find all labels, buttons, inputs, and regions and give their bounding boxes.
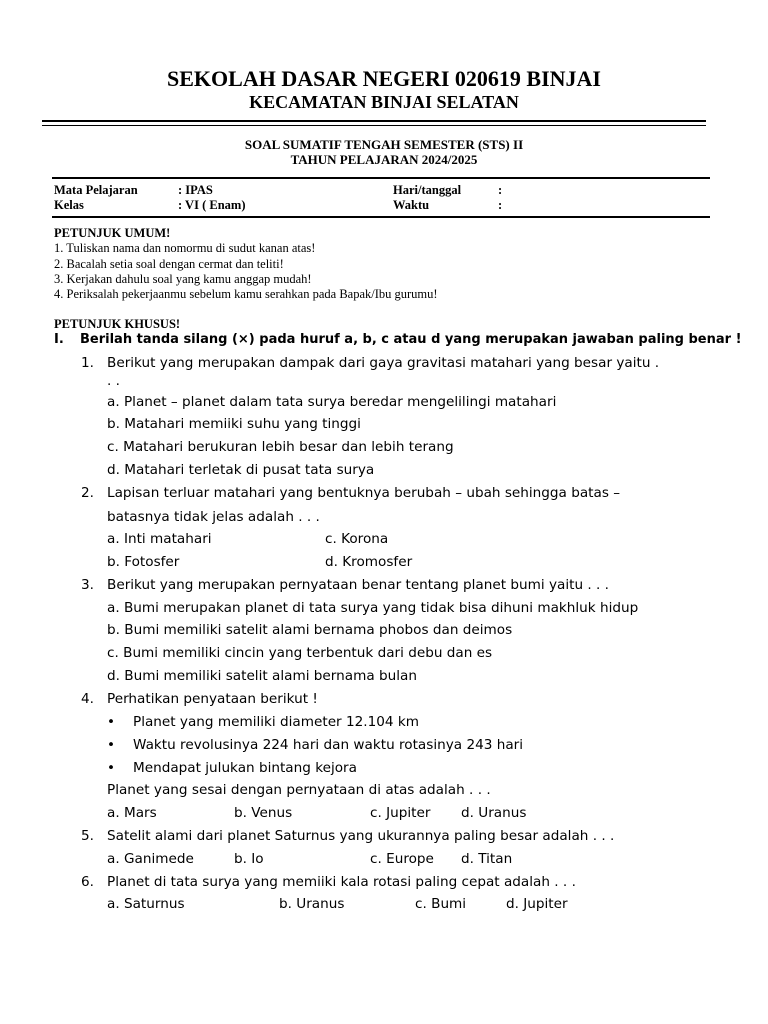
question-number: 4. — [81, 691, 94, 707]
info-rule-bottom — [52, 216, 710, 218]
question-number: 2. — [81, 485, 94, 501]
answer-option[interactable]: b. Bumi memiliki satelit alami bernama phobos dan deimos — [107, 622, 513, 638]
header-rule-thick — [42, 120, 706, 122]
question-text: Berikut yang merupakan pernyataan benar tentang planet bumi yaitu . . . — [107, 577, 609, 593]
question-text-continued: Planet yang sesai dengan pernyataan di atas adalah . . . — [107, 782, 491, 798]
answer-option[interactable]: c. Bumi — [415, 896, 467, 912]
question-number: 6. — [81, 874, 94, 890]
answer-option[interactable]: a. Saturnus — [107, 896, 185, 912]
answer-option[interactable]: b. Fotosfer — [107, 554, 180, 570]
question-text: Satelit alami dari planet Saturnus yang ukurannya paling besar adalah . . . — [107, 828, 615, 844]
info-rule-top — [52, 177, 710, 179]
answer-option[interactable]: c. Matahari berukuran lebih besar dan lebih terang — [107, 439, 454, 455]
question-number: 3. — [81, 577, 94, 593]
exam-title: SOAL SUMATIF TENGAH SEMESTER (STS) II — [244, 137, 524, 152]
section-number: I. — [54, 332, 64, 347]
answer-option[interactable]: d. Bumi memiliki satelit alami bernama bulan — [107, 668, 417, 684]
answer-option[interactable]: d. Kromosfer — [325, 554, 413, 570]
answer-option[interactable]: a. Bumi merupakan planet di tata surya yang tidak bisa dihuni makhluk hidup — [107, 600, 639, 616]
bullet-icon: • — [107, 737, 116, 753]
statement-item: Waktu revolusinya 224 hari dan waktu rotasinya 243 hari — [133, 737, 524, 753]
district-name: KECAMATAN BINJAI SELATAN — [249, 92, 519, 112]
question-text: Planet di tata surya yang memiiki kala rotasi paling cepat adalah . . . — [107, 874, 576, 890]
section-instruction: Berilah tanda silang (×) pada huruf a, b, c atau d yang merupakan jawaban paling benar ! — [80, 332, 742, 347]
special-title: PETUNJUK KHUSUS! — [54, 317, 181, 331]
answer-option[interactable]: b. Matahari memiiki suhu yang tinggi — [107, 416, 361, 432]
answer-option[interactable]: a. Inti matahari — [107, 531, 212, 547]
statement-item: Mendapat julukan bintang kejora — [133, 760, 357, 776]
answer-option[interactable]: c. Bumi memiliki cincin yang terbentuk dari debu dan es — [107, 645, 493, 661]
question-text: Berikut yang merupakan dampak dari gaya gravitasi matahari yang besar yaitu . — [107, 355, 660, 371]
day-label: Hari/tanggal — [393, 183, 462, 197]
answer-option[interactable]: a. Ganimede — [107, 851, 194, 867]
subject-label: Mata Pelajaran — [54, 183, 138, 197]
bullet-icon: • — [107, 714, 116, 730]
class-value: : VI ( Enam) — [178, 198, 246, 212]
time-value: : — [498, 198, 503, 212]
answer-option[interactable]: d. Matahari terletak di pusat tata surya — [107, 462, 375, 478]
question-text: Perhatikan penyataan berikut ! — [107, 691, 318, 707]
answer-option[interactable]: c. Jupiter — [370, 805, 431, 821]
general-item: 1. Tuliskan nama dan nomormu di sudut kanan atas! — [54, 241, 316, 255]
answer-option[interactable]: a. Mars — [107, 805, 157, 821]
statement-item: Planet yang memiliki diameter 12.104 km — [133, 714, 419, 730]
bullet-icon: • — [107, 760, 116, 776]
general-title: PETUNJUK UMUM! — [54, 226, 171, 240]
answer-option[interactable]: c. Europe — [370, 851, 434, 867]
time-label: Waktu — [393, 198, 430, 212]
question-number: 5. — [81, 828, 94, 844]
general-item: 2. Bacalah setia soal dengan cermat dan teliti! — [54, 257, 284, 271]
question-text-continued: . . — [107, 373, 120, 389]
general-item: 3. Kerjakan dahulu soal yang kamu anggap mudah! — [54, 272, 312, 286]
answer-option[interactable]: c. Korona — [325, 531, 389, 547]
day-value: : — [498, 183, 503, 197]
question-text-continued: batasnya tidak jelas adalah . . . — [107, 509, 320, 525]
answer-option[interactable]: b. Io — [234, 851, 264, 867]
class-label: Kelas — [54, 198, 84, 212]
school-year: TAHUN PELAJARAN 2024/2025 — [290, 152, 478, 167]
answer-option[interactable]: d. Uranus — [461, 805, 527, 821]
answer-option[interactable]: b. Uranus — [279, 896, 345, 912]
answer-option[interactable]: b. Venus — [234, 805, 293, 821]
question-text: Lapisan terluar matahari yang bentuknya berubah – ubah sehingga batas – — [107, 485, 621, 501]
subject-value: : IPAS — [178, 183, 213, 197]
answer-option[interactable]: d. Jupiter — [506, 896, 568, 912]
general-item: 4. Periksalah pekerjaanmu sebelum kamu serahkan pada Bapak/Ibu gurumu! — [54, 287, 438, 301]
answer-option[interactable]: a. Planet – planet dalam tata surya beredar mengelilingi matahari — [107, 394, 557, 410]
header-rule-thin — [42, 125, 706, 126]
answer-option[interactable]: d. Titan — [461, 851, 513, 867]
question-number: 1. — [81, 355, 94, 371]
school-name: SEKOLAH DASAR NEGERI 020619 BINJAI — [167, 66, 601, 91]
